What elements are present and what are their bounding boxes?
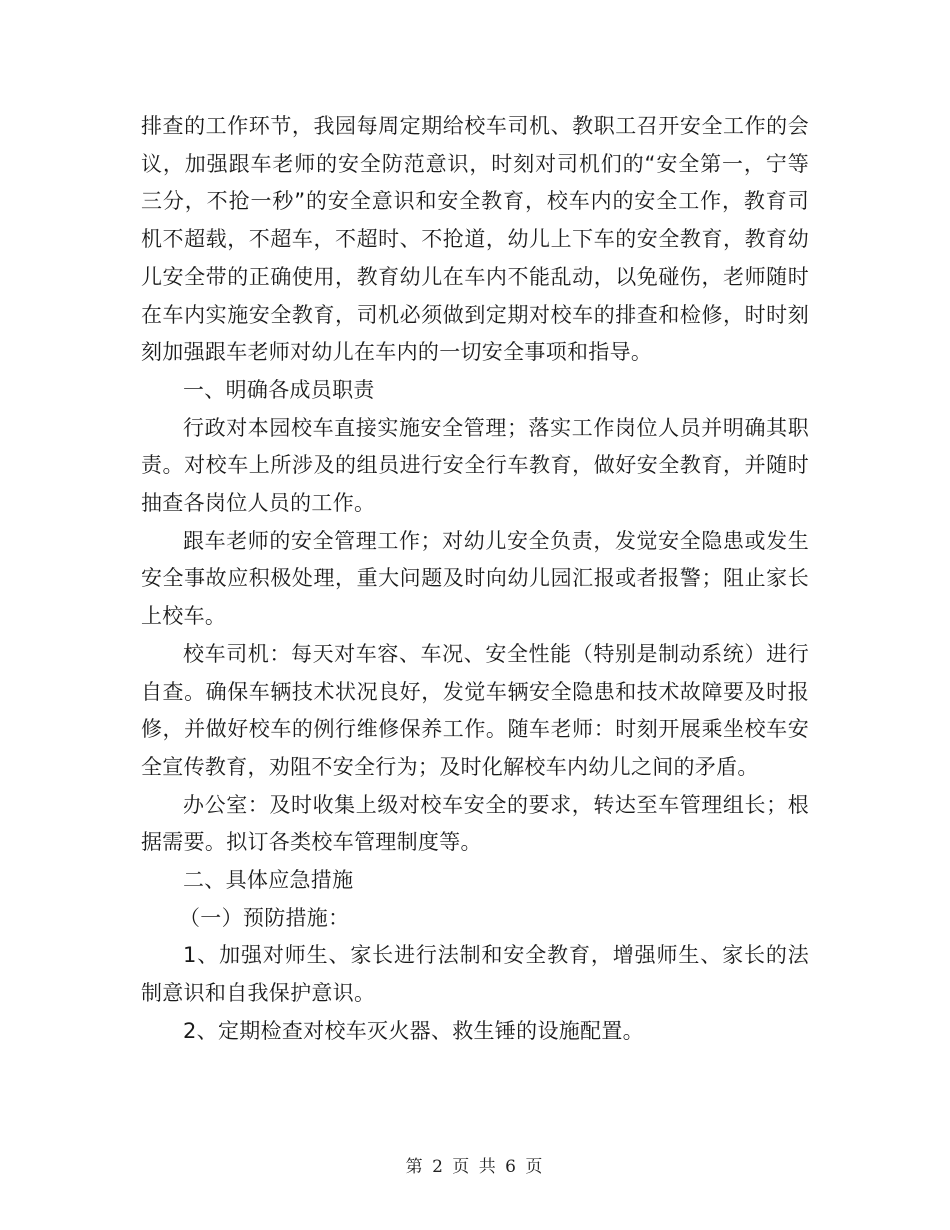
page-number-footer: 第 2 页 共 6 页 — [405, 1157, 545, 1177]
paragraph-bus-driver: 校车司机：每天对车容、车况、安全性能（特别是制动系统）进行自查。确保车辆技术状况良好，发觉车辆安全隐患和技术故障要及时报修，并做好校车的例行维修保养工作。随车老师：时刻开展乘坐校车安全宣传教育，劝阻不安全行为；及时化解校车内幼儿之间的矛盾。 — [141, 641, 809, 779]
paragraph-escort-teacher: 跟车老师的安全管理工作；对幼儿安全负责，发觉安全隐患或发生安全事故应积极处理，重大问题及时向幼儿园汇报或者报警；阻止家长上校车。 — [141, 528, 809, 629]
paragraph-continuation: 排查的工作环节，我园每周定期给校车司机、教职工召开安全工作的会议，加强跟车老师的安全防范意识，时刻对司机们的“安全第一，宁等三分，不抢一秒”的安全意识和安全教育，校车内的安全工作，教育司机不超载，不超车，不超时、不抢道，幼儿上下车的安全教育，教育幼儿安全带的正确使用，教育幼儿在车内不能乱动，以免碰伤，老师随时在车内实施安全教育，司机必须做到定期对校车的排查和检修，时时刻刻加强跟车老师对幼儿在车内的一切安全事项和指导。 — [141, 114, 809, 365]
paragraph-administration: 行政对本园校车直接实施安全管理；落实工作岗位人员并明确其职责。对校车上所涉及的组员进行安全行车教育，做好安全教育，并随时抽查各岗位人员的工作。 — [141, 415, 809, 516]
list-item-equipment-check: 2、定期检查对校车灭火器、救生锤的设施配置。 — [183, 1018, 644, 1043]
list-item-legal-education: 1、加强对师生、家长进行法制和安全教育，增强师生、家长的法制意识和自我保护意识。 — [141, 943, 809, 1006]
document-body — [141, 108, 809, 1051]
paragraph-office: 办公室：及时收集上级对校车安全的要求，转达至车管理组长；根据需要。拟订各类校车管理制度等。 — [141, 792, 809, 855]
section-heading-member-duties: 一、明确各成员职责 — [183, 377, 375, 402]
section-heading-emergency-measures: 二、具体应急措施 — [183, 868, 354, 893]
subsection-heading-prevention: （一）预防措施： — [179, 905, 350, 930]
